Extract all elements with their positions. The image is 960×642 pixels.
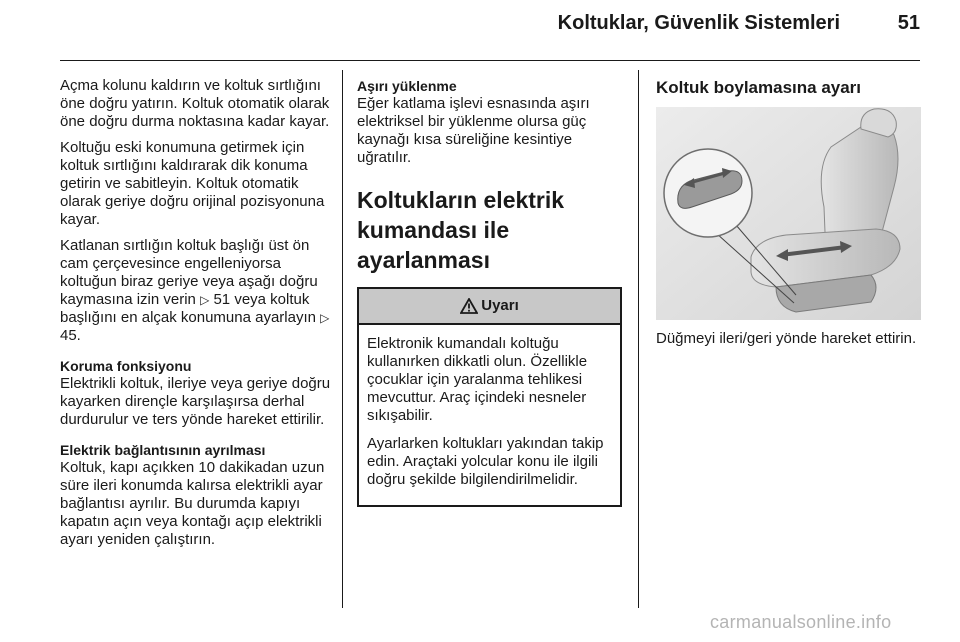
seat-adjust-illustration (656, 107, 921, 320)
watermark: carmanualsonline.info (710, 612, 892, 632)
subheading-disconnect: Elektrik bağlantısının ayrılması (60, 442, 266, 458)
section-heading-electric: Koltukların elektrik kumandası ile ayarlanması (357, 187, 565, 273)
section-heading-longitudinal: Koltuk boylamasına ayarı (656, 78, 862, 97)
paragraph-disconnect: Koltuk, kapı açıkken 10 dakikadan uzun süre ileri konumda kalırsa elektrikli ayar bağlantısı ayrılır. Bu durumda kapıyı kapatın açın veya kontağı açıp elektrikli ayarı yeniden çalıştırın. (60, 459, 325, 548)
paragraph-protection: Elektrikli koltuk, ileriye veya geriye doğru kayarken dirençle karşılaşırsa derhal durdurulur ve ters yönde hareket ettirilir. (60, 375, 331, 428)
warning-paragraph-1: Elektronik kumandalı koltuğu kullanırken dikkatli olun. Özellikle çocuklar için yaralanma tehlikesi mevcuttur. Araç içindeki nesneler sıkışabilir. (367, 335, 588, 424)
triangle-ref-icon: ▷ (200, 293, 210, 307)
warning-box (357, 287, 622, 507)
column-1 (60, 77, 335, 557)
page-ref-51[interactable]: 51 (213, 291, 231, 308)
column-2 (357, 77, 622, 507)
paragraph-instruction: Düğmeyi ileri/geri yönde hareket ettirin. (656, 330, 917, 347)
warning-paragraph-2: Ayarlarken koltukları yakından takip edin. Araçtaki yolcular konu ile ilgili doğru şekilde bilgilendirilmelidir. (367, 435, 604, 488)
header-rule (60, 60, 920, 61)
page-number: 51 (897, 12, 920, 34)
warning-body (359, 325, 620, 505)
subheading-overload: Aşırı yüklenme (357, 78, 457, 94)
page-header (0, 0, 960, 62)
warning-triangle-icon (460, 298, 478, 314)
subheading-protection: Koruma fonksiyonu (60, 358, 192, 374)
column-3 (656, 77, 921, 356)
paragraph-overload: Eğer katlama işlevi esnasında aşırı elektriksel bir yüklenme olursa güç kaynağı kısa süreliğine kesintiye uğratılır. (357, 95, 590, 166)
column-divider-1 (342, 70, 343, 608)
warning-label: Uyarı (481, 297, 519, 314)
triangle-ref-icon: ▷ (320, 311, 330, 325)
paragraph-fold-seat: Açma kolunu kaldırın ve koltuk sırtlığını öne doğru yatırın. Koltuk otomatik olarak öne doğru durma noktasına kadar kayar. (60, 77, 330, 130)
page-title: Koltuklar, Güvenlik Sistemleri (557, 12, 840, 34)
paragraph-headrest (60, 237, 335, 345)
warning-header (359, 289, 620, 325)
paragraph-headrest-text-a: Katlanan sırtlığın koltuk başlığı üst ön cam çerçevesince engelleniyorsa koltuğun biraz geriye veya aşağı doğru kaymasına izin verin (60, 237, 318, 308)
paragraph-headrest-text-b: veya koltuk başlığını en alçak konumuna ayarlayın (60, 291, 321, 326)
column-divider-2 (638, 70, 639, 608)
page-ref-45[interactable]: 45. (60, 327, 81, 344)
paragraph-return-seat: Koltuğu eski konumuna getirmek için koltuk sırtlığını kaldırarak dik konuma getirin ve sabitleyin. Koltuk otomatik olarak geriye doğru orijinal pozisyonuna kayar. (60, 139, 325, 228)
